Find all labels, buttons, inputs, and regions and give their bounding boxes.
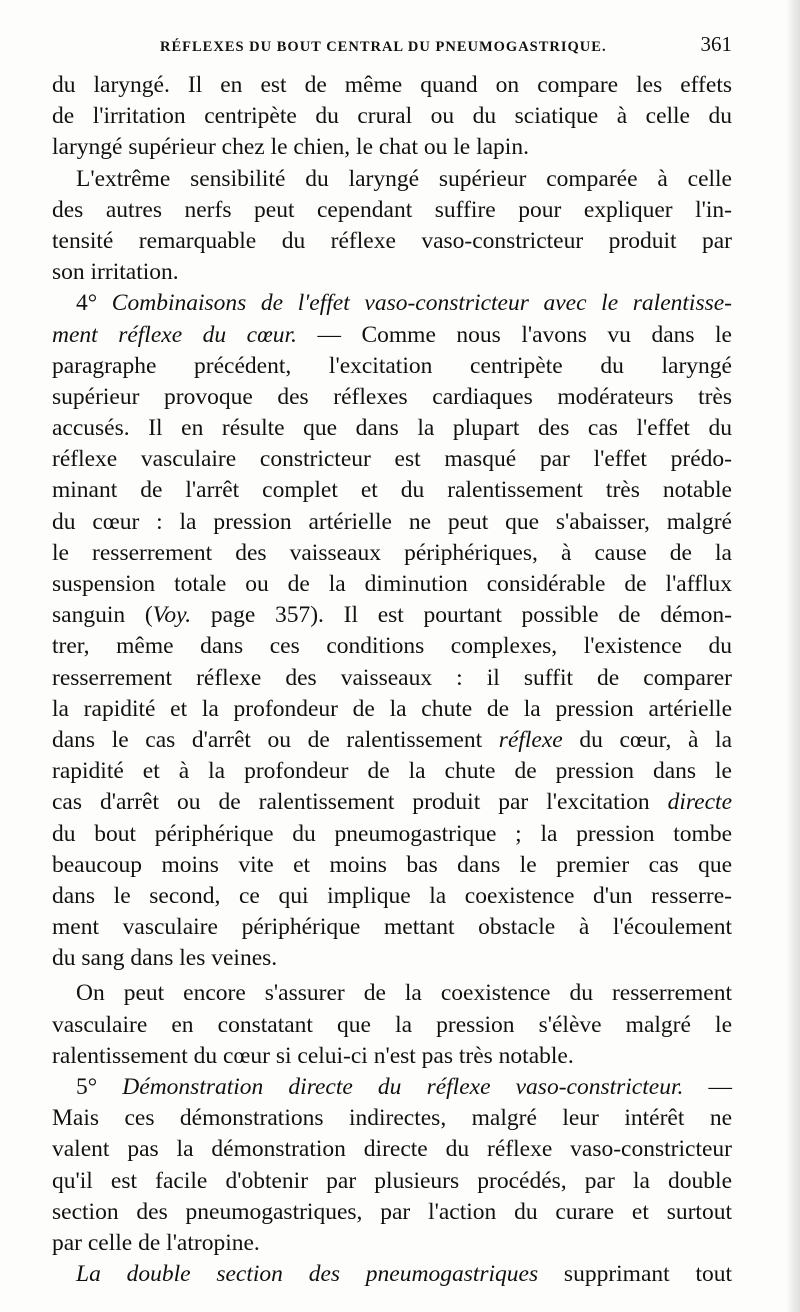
text-line: tensité remarquable du réflexe vaso-constricteur produit par (52, 227, 732, 254)
text-line: rapidité et à la profondeur de la chute de pression dans le (52, 758, 732, 785)
text-line: laryngé supérieur chez le chien, le chat ou le lapin. (52, 134, 529, 161)
text-line: ment vasculaire périphérique mettant obstacle à l'écoulement (52, 914, 732, 941)
heading-title: Démonstration directe du réflexe vaso-constricteur. (122, 1074, 684, 1100)
text-line: le resserrement des vaisseaux périphériques, à cause de la (52, 539, 732, 566)
text-line: son irritation. (52, 259, 179, 286)
text-run: cas d'arrêt ou de ralentissement produit par l'excitation (52, 789, 668, 816)
text-line: du laryngé. Il en est de même quand on compare les effets (52, 72, 732, 98)
paragraph-3 (52, 288, 732, 974)
text-run: page 357). Il est pourtant possible de démon- (191, 602, 732, 629)
text-line: minant de l'arrêt complet et du ralentissement très notable (52, 477, 732, 504)
heading-number: 4° (76, 290, 98, 317)
text-line: du cœur : la pression artérielle ne peut que s'abaisser, malgré (52, 508, 732, 535)
text-line: ralentissement du cœur si celui-ci n'est pas très notable. (52, 1042, 574, 1069)
body-text (52, 70, 732, 1290)
text-run: supprimant tout (538, 1261, 733, 1288)
heading-tail: — Comme nous l'avons vu dans le (296, 321, 732, 348)
text-line: supérieur provoque des réflexes cardiaques modérateurs très (52, 383, 732, 410)
text-line: qu'il est facile d'obtenir par plusieurs procédés, par la double (52, 1167, 732, 1194)
section-heading-4 (52, 288, 732, 319)
text-line: resserrement réflexe des vaisseaux : il suffit de comparer (52, 664, 732, 691)
text-line: suspension totale ou de la diminution considérable de l'afflux (52, 571, 732, 597)
italic-run: réflexe (498, 726, 563, 753)
heading-title: Combinaisons de l'effet vaso-constricteur avec le ralentisse- (111, 290, 732, 317)
text-line (52, 320, 732, 351)
section-heading-5 (52, 1072, 732, 1103)
text-line: valent pas la démonstration directe du réflexe vaso-constricteur (52, 1136, 732, 1163)
text-run: du cœur, à la (562, 726, 732, 753)
heading-tail: — (683, 1074, 733, 1100)
text-line: du sang dans les veines. (52, 945, 278, 972)
text-line: des autres nerfs peut cependant suffire pour expliquer l'in- (52, 196, 732, 223)
page-number: 361 (700, 32, 732, 56)
text-line (52, 787, 732, 818)
text-line: vasculaire en constatant que la pression s'élève malgré le (52, 1011, 732, 1038)
text-line: trer, même dans ces conditions complexes, l'existence du (52, 633, 732, 660)
italic-run: directe (667, 789, 732, 816)
text-line: du bout périphérique du pneumogastrique ; la pression tombe (52, 820, 732, 847)
text-line: On peut encore s'assurer de la coexistence du resserrement (76, 980, 732, 1007)
text-line: réflexe vasculaire constricteur est masqué par l'effet prédo- (52, 446, 732, 473)
text-line: beaucoup moins vite et moins bas dans le premier cas que (52, 851, 732, 878)
text-line: par celle de l'atropine. (52, 1229, 260, 1256)
text-line: paragraphe précédent, l'excitation centripète du laryngé (52, 352, 732, 379)
text-line (52, 600, 732, 631)
text-line: L'extrême sensibilité du laryngé supérieur comparée à celle (76, 165, 732, 192)
page-header (52, 32, 732, 66)
text-line: section des pneumogastriques, par l'action du curare et surtout (52, 1198, 732, 1225)
text-line: Mais ces démonstrations indirectes, malgré leur intérêt ne (52, 1105, 732, 1132)
text-run: dans le cas d'arrêt ou de ralentissement (52, 726, 499, 753)
paragraph-4 (52, 978, 732, 1072)
text-line: de l'irritation centripète du crural ou du sciatique à celle du (52, 103, 732, 130)
text-line: la rapidité et la profondeur de la chute de la pression artérielle (52, 695, 732, 722)
heading-number: 5° (76, 1074, 98, 1100)
text-line (52, 1259, 732, 1290)
italic-run: Voy. (152, 602, 192, 629)
text-line: dans le second, ce qui implique la coexistence d'un resserre- (52, 882, 732, 909)
paragraph-1 (52, 70, 732, 164)
paragraph-6 (52, 1259, 732, 1290)
paragraph-2 (52, 164, 732, 289)
italic-run: La double section des pneumogastriques (76, 1261, 539, 1288)
page-edge-shadow (786, 0, 800, 1312)
text-line: accusés. Il en résulte que dans la plupart des cas l'effet du (52, 415, 732, 442)
running-head: RÉFLEXES DU BOUT CENTRAL DU PNEUMOGASTRIQUE. (160, 39, 607, 55)
paragraph-5 (52, 1072, 732, 1259)
text-line (52, 725, 732, 756)
heading-title-cont: ment réflexe du cœur. (52, 321, 297, 348)
text-run: sanguin ( (52, 602, 153, 629)
